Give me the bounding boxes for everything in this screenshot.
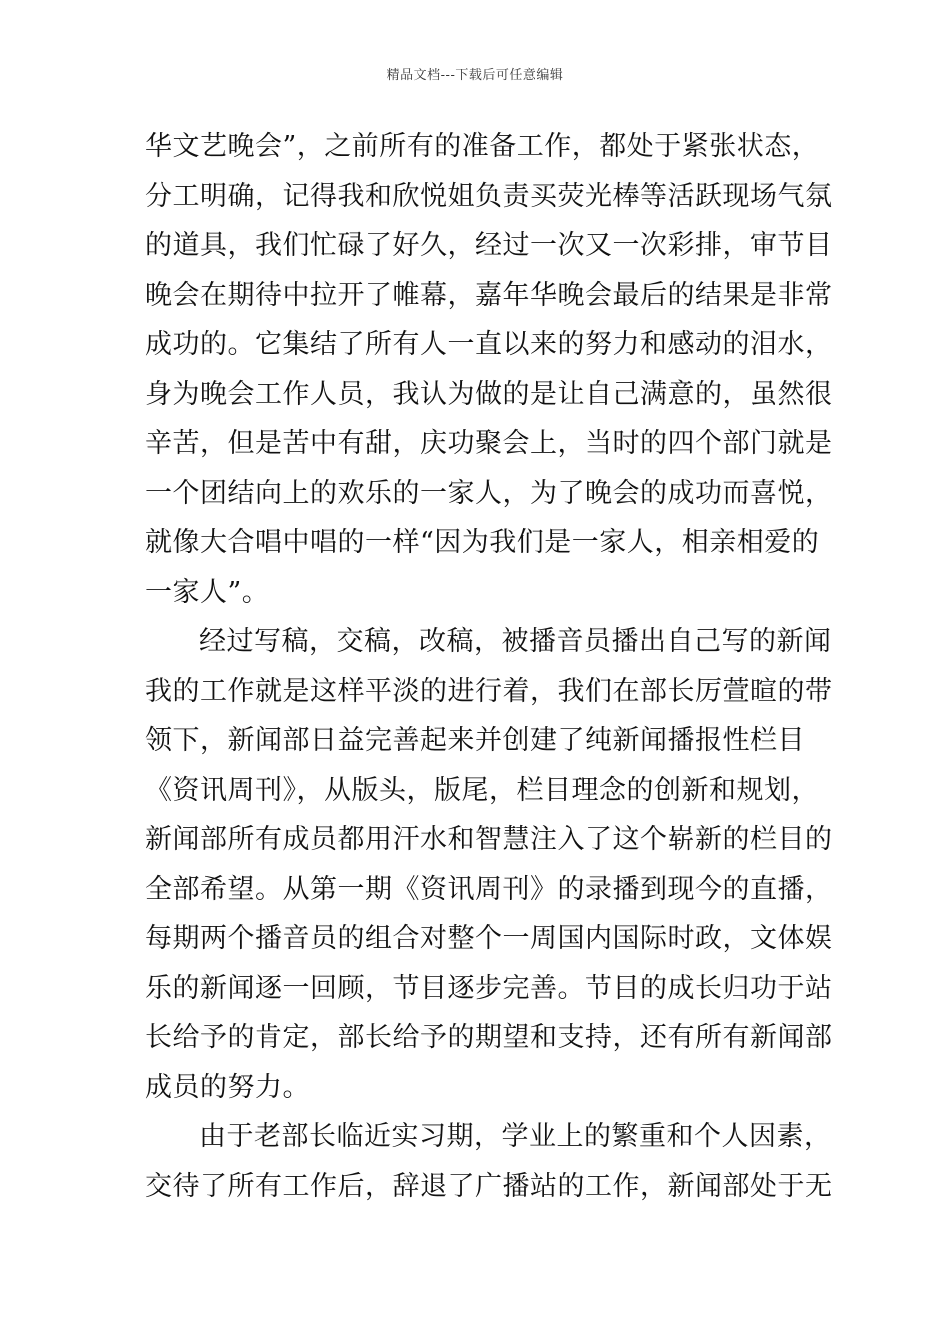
paragraph-start-line: 经过写稿，交稿，改稿，被播音员播出自己写的新闻	[199, 626, 832, 657]
text-line: 交待了所有工作后，辞退了广播站的工作，新闻部处于无	[145, 1170, 833, 1202]
text-line: 分工明确，记得我和欣悦姐负责买荧光棒等活跃现场气氛	[145, 180, 833, 212]
page-header: 精品文档---下载后可任意编辑	[386, 68, 564, 83]
text-line: 一家人”。	[145, 576, 270, 608]
text-line: 成功的。它集结了所有人一直以来的努力和感动的泪水，	[145, 329, 833, 360]
text-line: 一个团结向上的欢乐的一家人，为了晚会的成功而喜悦，	[145, 477, 833, 509]
text-line: 我的工作就是这样平淡的进行着，我们在部长厉萱暄的带	[145, 675, 833, 707]
text-line: 乐的新闻逐一回顾，节目逐步完善。节目的成长归功于站	[145, 972, 833, 1004]
text-line: 辛苦，但是苦中有甜，庆功聚会上，当时的四个部门就是	[145, 428, 833, 459]
text-line: 成员的努力。	[145, 1071, 310, 1103]
text-line: 新闻部所有成员都用汗水和智慧注入了这个崭新的栏目的	[145, 824, 833, 855]
text-line: 华文艺晚会”，之前所有的准备工作，都处于紧张状态，	[145, 131, 820, 162]
text-line: 身为晚会工作人员，我认为做的是让自己满意的，虽然很	[145, 378, 833, 410]
text-line: 就像大合唱中唱的一样“因为我们是一家人，相亲相爱的	[145, 527, 820, 558]
document-body	[145, 122, 833, 1211]
paragraph-start-line: 由于老部长临近实习期，学业上的繁重和个人因素，	[199, 1121, 832, 1152]
text-line: 全部希望。从第一期《资讯周刊》的录播到现今的直播，	[145, 873, 833, 905]
text-line: 的道具，我们忙碌了好久，经过一次又一次彩排，审节目	[145, 230, 833, 261]
text-line: 长给予的肯定，部长给予的期望和支持，还有所有新闻部	[145, 1022, 833, 1053]
text-line: 晚会在期待中拉开了帷幕，嘉年华晚会最后的结果是非常	[145, 279, 833, 311]
text-line: 《资讯周刊》，从版头，版尾，栏目理念的创新和规划，	[145, 774, 819, 806]
text-line: 每期两个播音员的组合对整个一周国内国际时政，文体娱	[145, 923, 833, 954]
text-line: 领下，新闻部日益完善起来并创建了纯新闻播报性栏目	[145, 725, 805, 756]
